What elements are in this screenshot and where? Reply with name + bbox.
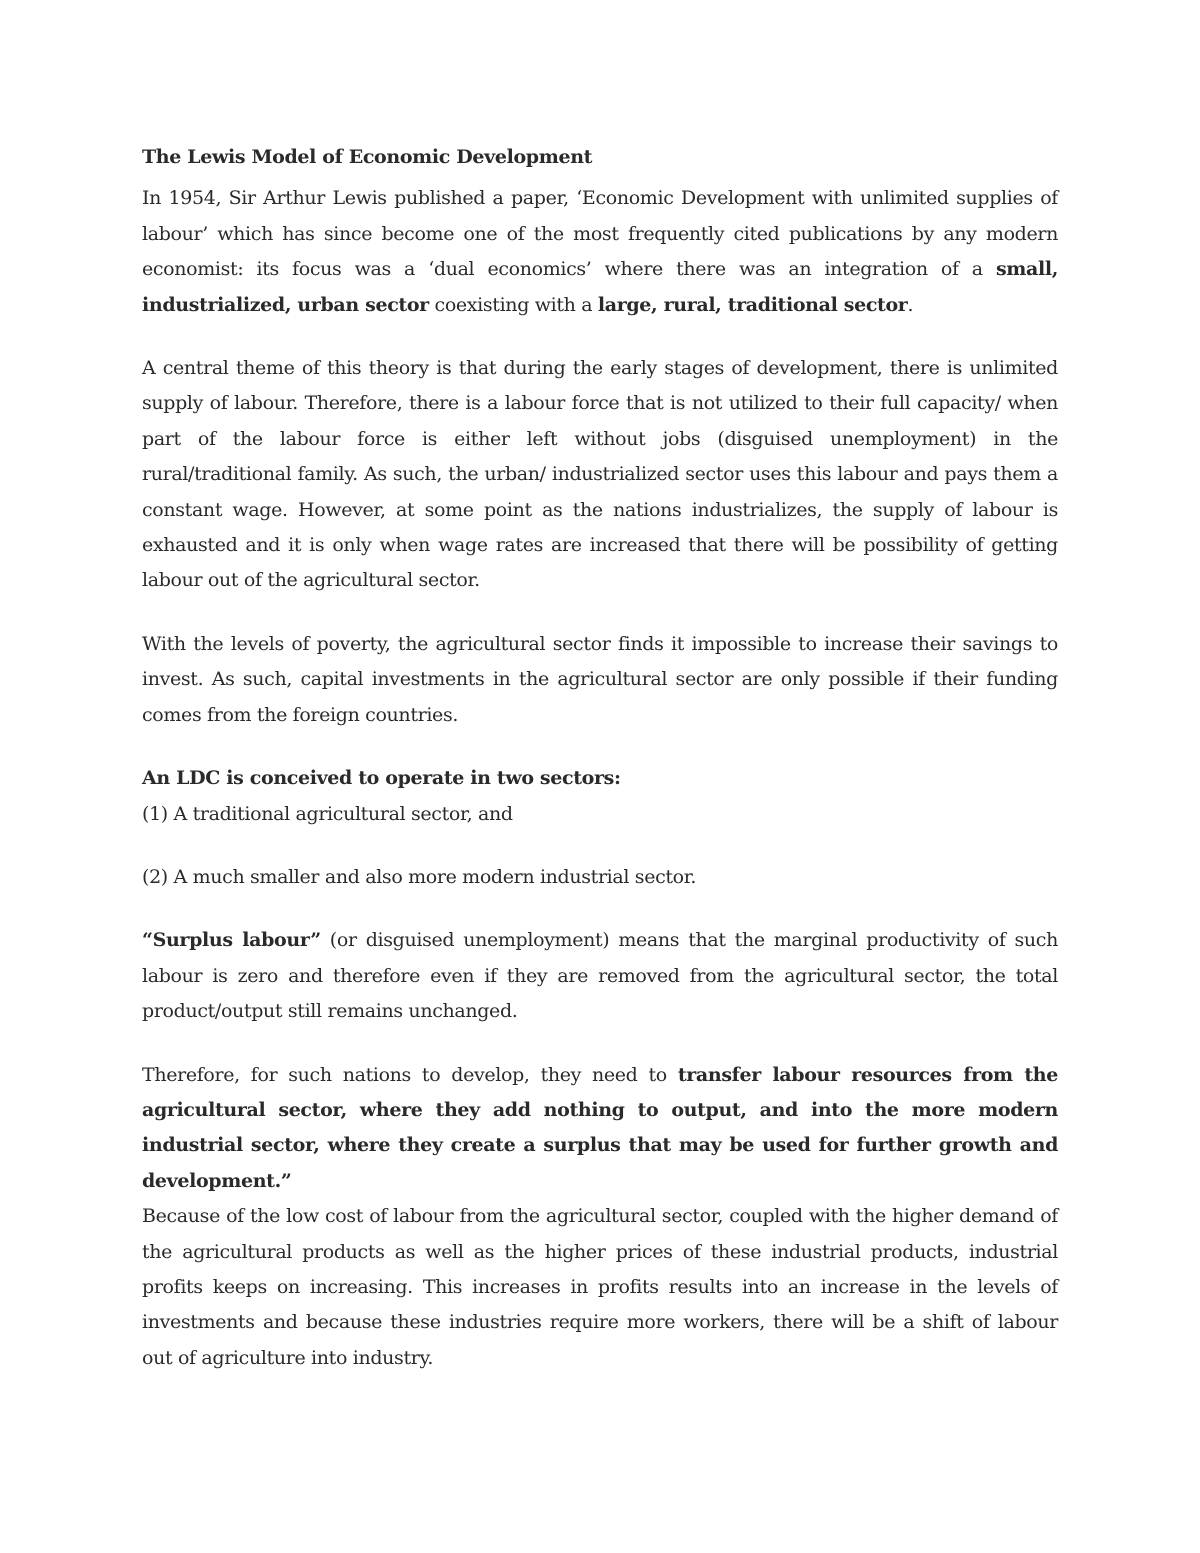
intro-end-text: . [907, 293, 914, 316]
intro-text: In 1954, Sir Arthur Lewis published a paper, ‘Economic Development with unlimited supplies of labour’ which has since become one of the most frequently cited publications by any modern economist: its focus was a ‘dual economics’ where there was an integration of a [142, 187, 1058, 281]
paragraph-surplus-labour [142, 923, 1058, 1029]
paragraph-transfer [142, 1058, 1058, 1200]
sector-item-1: (1) A traditional agricultural sector, and [142, 802, 513, 825]
intro-bold-rural: large, rural, traditional sector [597, 293, 908, 316]
sectors-heading: An LDC is conceived to operate in two sectors: [142, 767, 621, 790]
intro-bold-urban: small, industrialized, urban sector [142, 258, 1058, 316]
transfer-bold-text: transfer labour resources from the agricultural sector, where they add nothing to output, and into the more modern industrial sector, where they create a surplus that may be used for further growth and development.” [142, 1063, 1058, 1192]
paragraph-poverty: With the levels of poverty, the agricultural sector finds it impossible to increase their savings to invest. As such, capital investments in the agricultural sector are only possible if their funding comes from the foreign countries. [142, 632, 1058, 726]
document-title: The Lewis Model of Economic Development [142, 146, 593, 168]
transfer-lead-text: Therefore, for such nations to develop, they need to [142, 1063, 678, 1086]
sector-item-2: (2) A much smaller and also more modern industrial sector. [142, 865, 697, 888]
intro-mid-text: coexisting with a [428, 293, 598, 316]
paragraph-profits: Because of the low cost of labour from the agricultural sector, coupled with the higher demand of the agricultural products as well as the higher prices of these industrial products, industrial profits keeps on increasing. This increases in profits results into an increase in the levels of investments and because these industries require more workers, there will be a shift of labour out of agriculture into industry. [142, 1205, 1058, 1369]
paragraph-central-theme: A central theme of this theory is that during the early stages of development, there is unlimited supply of labour. Therefore, there is a labour force that is not utilized to their full capacity/ when part of the labour force is either left without jobs (disguised unemployment) in the rural/traditional family. As such, the urban/ industrialized sector uses this labour and pays them a constant wage. However, at some point as the nations industrializes, the supply of labour is exhausted and it is only when wage rates are increased that there will be possibility of getting labour out of the agricultural sector. [142, 357, 1058, 592]
surplus-labour-text: (or disguised unemployment) means that the marginal productivity of such labour is zero and therefore even if they are removed from the agricultural sector, the total product/output still remains unchanged. [142, 929, 1058, 1023]
paragraph-intro [142, 181, 1058, 323]
document-page [142, 140, 1058, 1376]
surplus-labour-term: “Surplus labour” [142, 929, 321, 952]
